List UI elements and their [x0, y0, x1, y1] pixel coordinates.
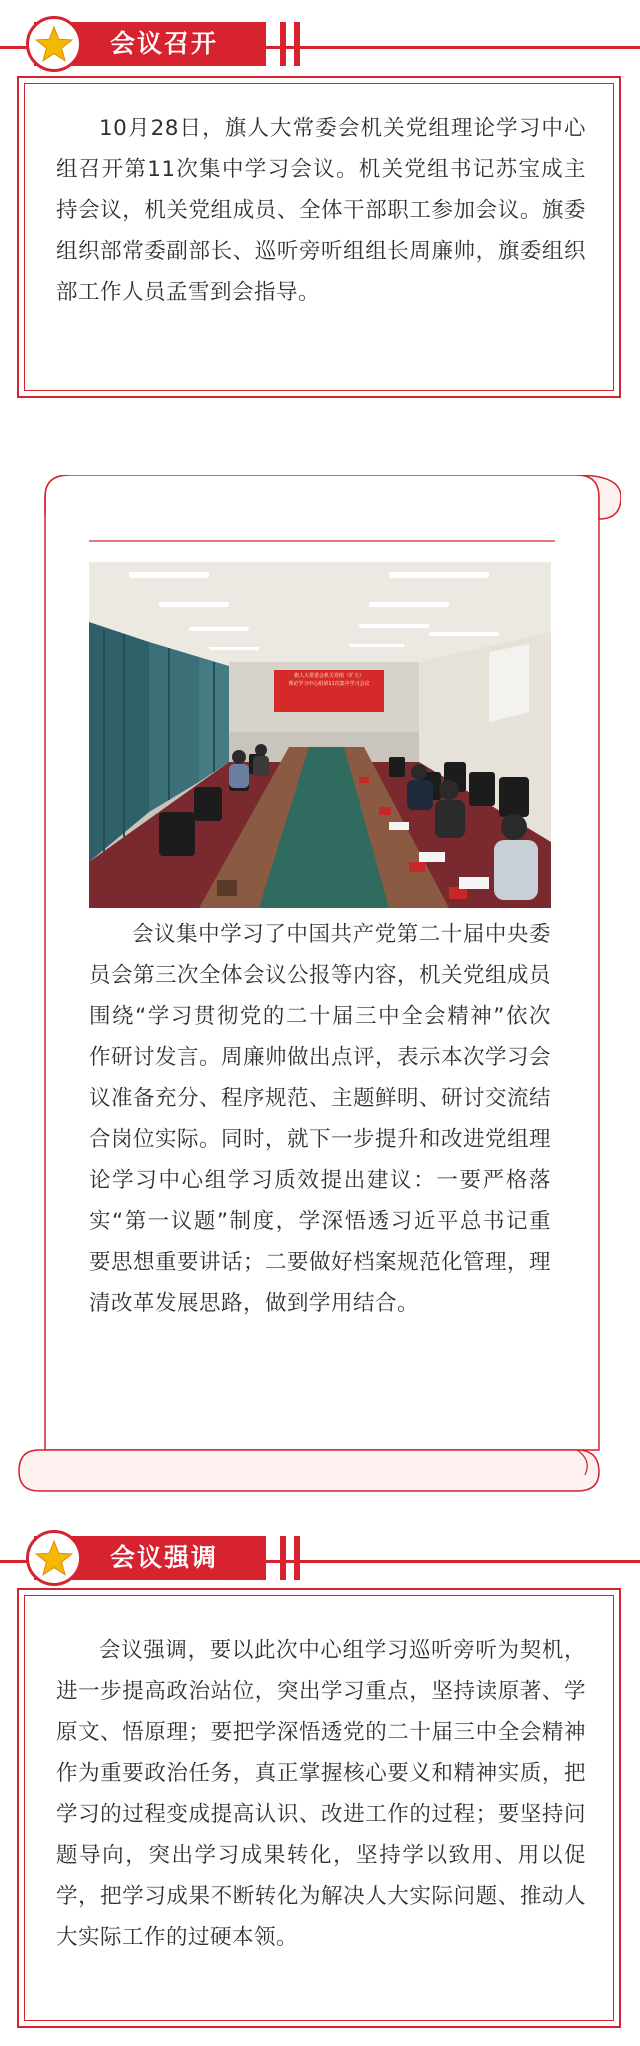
section-header-meeting-emphasis [0, 1528, 640, 1588]
study-content-paragraph: 会议集中学习了中国共产党第二十届中央委员会第三次全体会议公报等内容，机关党组成员围绕“学习贯彻党的二十届三中全会精神”依次作研讨发言。周廉帅做出点评，表示本次学习会议准备充分、程序规范、主题鲜明、研讨交流结合岗位实际。同时，就下一步提升和改进党组理论学习中心组学习质效提出建议：一要严格落实“第一议题”制度，学深悟透习近平总书记重要思想重要讲话；二要做好档案规范化管理，理清改革发展思路，做到学用结合。 [89, 922, 552, 1316]
meeting-emphasis-box [17, 1588, 621, 2028]
header-badge [26, 1530, 82, 1586]
header-stripe [280, 22, 286, 66]
meeting-emphasis-paragraph: 会议强调，要以此次中心组学习巡听旁听为契机，进一步提高政治站位，突出学习重点，坚持读原著、学原文、悟原理；要把学深悟透党的二十届三中全会精神作为重要政治任务，真正掌握核心要义和精神实质，把学习的过程变成提高认识、改进工作的过程；要坚持问题导向，突出学习成果转化，坚持学以致用、用以促学，把学习成果不断转化为解决人大实际问题、推动人大实际工作的过硬本领。 [56, 1638, 586, 1950]
meeting-held-box [17, 76, 621, 398]
section-title: 会议强调 [110, 1543, 219, 1572]
star-icon [34, 24, 74, 64]
banner-line-2: 理论学习中心组第11次集中学习会议 [288, 681, 370, 687]
meeting-photo [89, 562, 551, 908]
header-stripe [280, 1536, 286, 1580]
meeting-held-paragraph: 10月28日，旗人大常委会机关党组理论学习中心组召开第11次集中学习会议。机关党组书记苏宝成主持会议，机关党组成员、全体干部职工参加会议。旗委组织部常委副部长、巡听旁听组组长周廉帅，旗委组织部工作人员孟雪到会指导。 [56, 116, 586, 305]
banner-text [279, 672, 379, 688]
banner-line-1: 旗人大常委会机关党组（扩大） [293, 673, 364, 679]
header-stripe [294, 22, 300, 66]
meeting-photo-illustration [89, 562, 551, 908]
section-header-meeting-held [0, 14, 640, 74]
header-stripe [294, 1536, 300, 1580]
section-title: 会议召开 [110, 29, 219, 58]
header-badge [26, 16, 82, 72]
star-icon [34, 1538, 74, 1578]
